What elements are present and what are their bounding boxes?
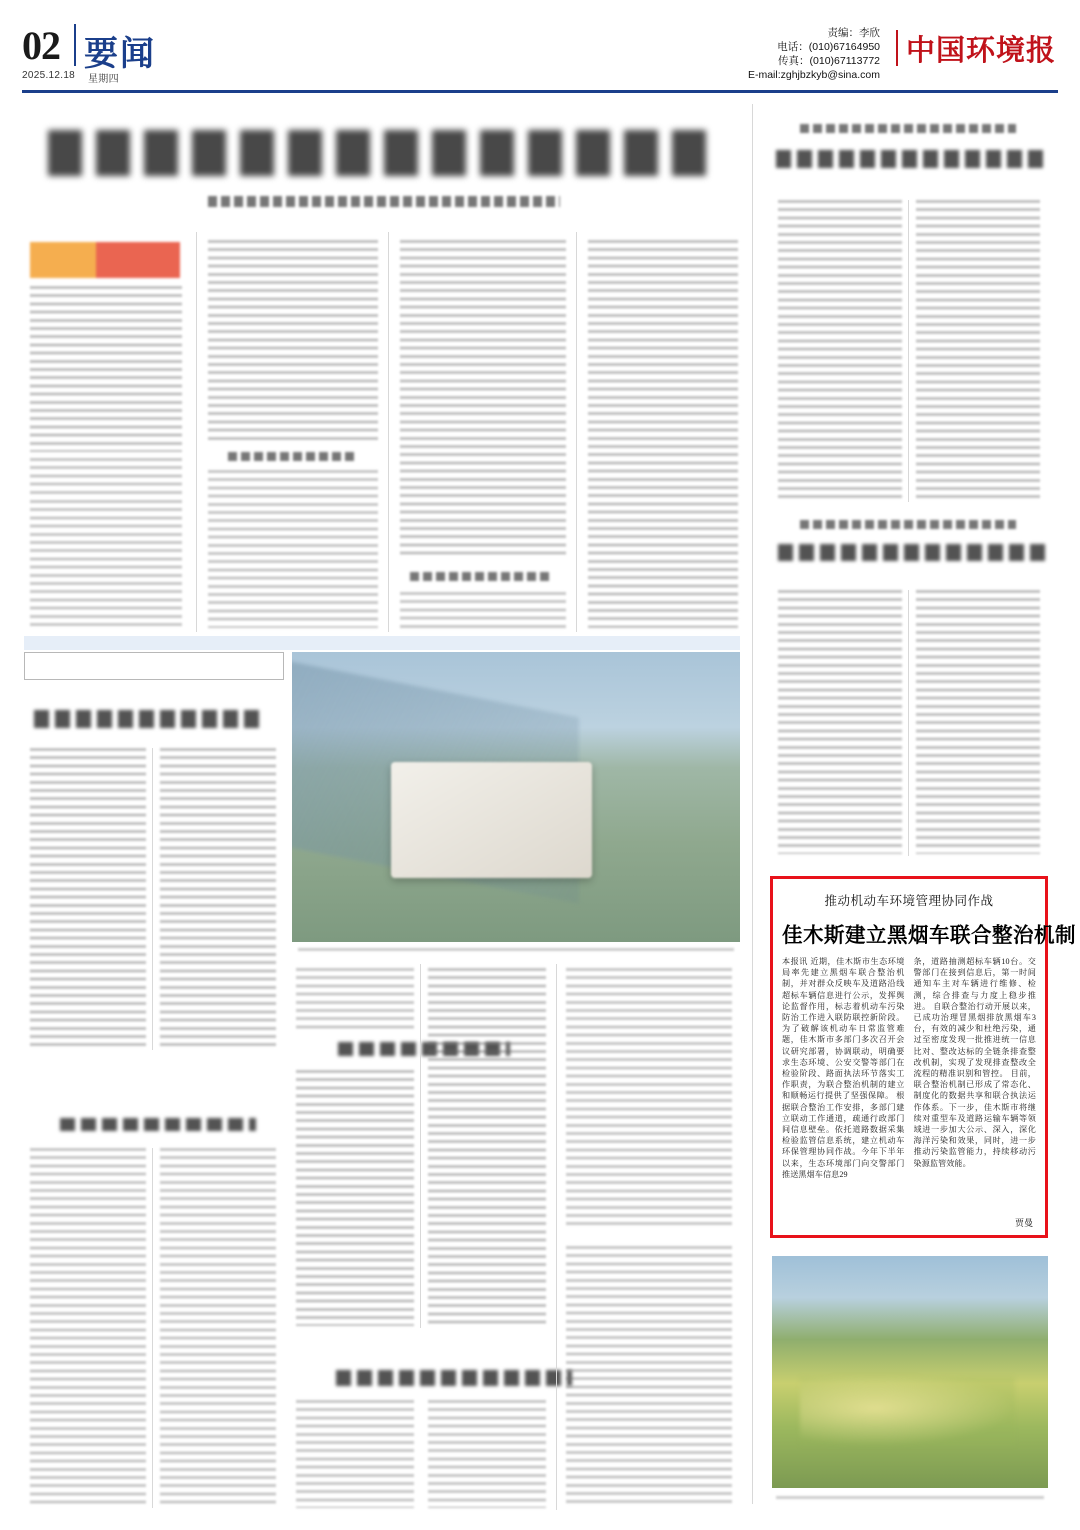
column-rule <box>420 964 421 1328</box>
column-rule <box>576 232 577 632</box>
column-rule <box>908 590 909 856</box>
boxed-article-frame <box>24 652 284 680</box>
editor-line: 责编：李欣 <box>827 27 880 39</box>
column-rule <box>908 200 909 502</box>
article-body-text <box>778 200 902 500</box>
article-body-text <box>296 968 414 1032</box>
right-article-headline <box>776 150 1048 168</box>
article-body-text <box>428 1400 546 1508</box>
column-rule <box>556 964 557 1510</box>
issue-date: 2025.12.18 <box>22 70 76 81</box>
photo-caption <box>776 1496 1044 1504</box>
highlight-column-1: 本报讯 近期，佳木斯市生态环境局率先建立黑烟车联合整治机制，并对群众反映车及道路沿线超标车辆信息进行公示，发挥舆论监督作用，标志着机动车污染防治工作进入联防联控新阶段。 为了破解该机动车日常监管难题，佳木斯市多部门多次召开会议研究部署，协调联动，明确要求生态环境、公安交警等部门在检验阶段、路面执法环节落实工作职责，为联合整治机制的建立和顺畅运行提供了坚强保障。 根据联合整治工作安排，多部门建立联动工作通道，疏通行政部门间信息壁垒。依托道路数据采集检验监管信息系统，建立机动车环保管理协同作战。今年下半年以来，生态环境部门向交警部门推送黑烟车信息29 <box>782 957 905 1179</box>
article-body-text <box>30 458 182 494</box>
article-body-text <box>428 968 546 1326</box>
paper-logo: 中国环境报 <box>905 35 1056 67</box>
article-body-text <box>400 592 566 628</box>
feature-headline <box>48 130 708 176</box>
right-article-headline <box>778 544 1046 561</box>
highlight-signature: 贾曼 <box>1014 1218 1033 1228</box>
article-body-text <box>208 470 378 628</box>
issue-weekday: 星期四 <box>88 74 119 85</box>
column-rule <box>152 1148 153 1508</box>
section-title: 要闻 <box>84 36 156 73</box>
page-number: 02 <box>22 23 60 68</box>
fax-line: 传真：(010)67113772 <box>778 55 880 67</box>
sub-article-headline <box>60 1118 256 1131</box>
article-body-text <box>160 748 276 1048</box>
sub-headline <box>410 572 550 581</box>
article-photo-machinery <box>292 652 740 942</box>
lead-tint-bar <box>30 242 180 278</box>
article-body-text <box>30 748 146 1048</box>
article-photo-landscape <box>772 1256 1048 1488</box>
article-body-text <box>566 1246 732 1508</box>
article-body-text <box>296 1070 414 1326</box>
article-body-text <box>30 1148 146 1506</box>
article-body-text <box>588 240 738 628</box>
contact-block <box>748 26 880 82</box>
highlight-kicker: 推动机动车环境管理协同作战 <box>824 894 994 908</box>
masthead-divider <box>74 24 76 66</box>
article-body-text <box>296 1400 414 1508</box>
article-body-text <box>778 590 902 854</box>
email-line: E-mail:zghjbzkyb@sina.com <box>747 69 880 81</box>
highlight-title: 佳木斯建立黑烟车联合整治机制 <box>782 925 1076 947</box>
masthead <box>0 0 1080 92</box>
article-body-text <box>208 240 378 440</box>
right-article-kicker <box>800 520 1016 529</box>
highlight-columns <box>782 956 1036 1234</box>
highlighted-article[interactable] <box>770 876 1076 1238</box>
column-rule <box>196 232 197 632</box>
right-article-kicker <box>800 124 1016 133</box>
article-body-text <box>916 590 1040 854</box>
article-body-text <box>916 200 1040 500</box>
sub-article-headline <box>336 1370 572 1386</box>
phone-line: 电话：(010)67164950 <box>777 41 880 53</box>
article-body-text <box>400 240 566 558</box>
highlight-column-2: 条，道路抽测超标车辆10台。交警部门在接到信息后，第一时间通知车主对车辆进行维修、检测，综合排查与力度上稳步推进。 自联合整治行动开展以来，已成功治理冒黑烟排放黑烟车3台，有效的减少和杜绝污染，通过至密度发现一批推进统一信息比对、整改达标的全链条排查整改机制，实现了发现排查整改全流程的精准识别和管控。 目前，联合整治机制已形成了常态化、制度化的数据共享和联合执法运作体系。下一步，佳木斯市将继续对重型车及道路运输车辆等领域进一步加大公示、深入，深化海洋污染和效果，同时，进一步推动污染监管能力，持续移动污染源监管效能。 <box>913 957 1036 1168</box>
section-divider-band <box>24 636 740 650</box>
sub-headline <box>228 452 358 461</box>
logo-divider <box>896 30 898 66</box>
article-body-text <box>30 286 182 452</box>
boxed-article-headline <box>34 710 262 728</box>
article-body-text <box>160 1148 276 1506</box>
article-body-text <box>30 500 182 628</box>
column-rule <box>752 104 753 1504</box>
article-body-text <box>566 968 732 1226</box>
column-rule <box>152 748 153 1050</box>
column-rule <box>388 232 389 632</box>
photo-caption <box>298 948 734 956</box>
header-rule <box>22 90 1058 93</box>
feature-subhead <box>208 196 560 207</box>
